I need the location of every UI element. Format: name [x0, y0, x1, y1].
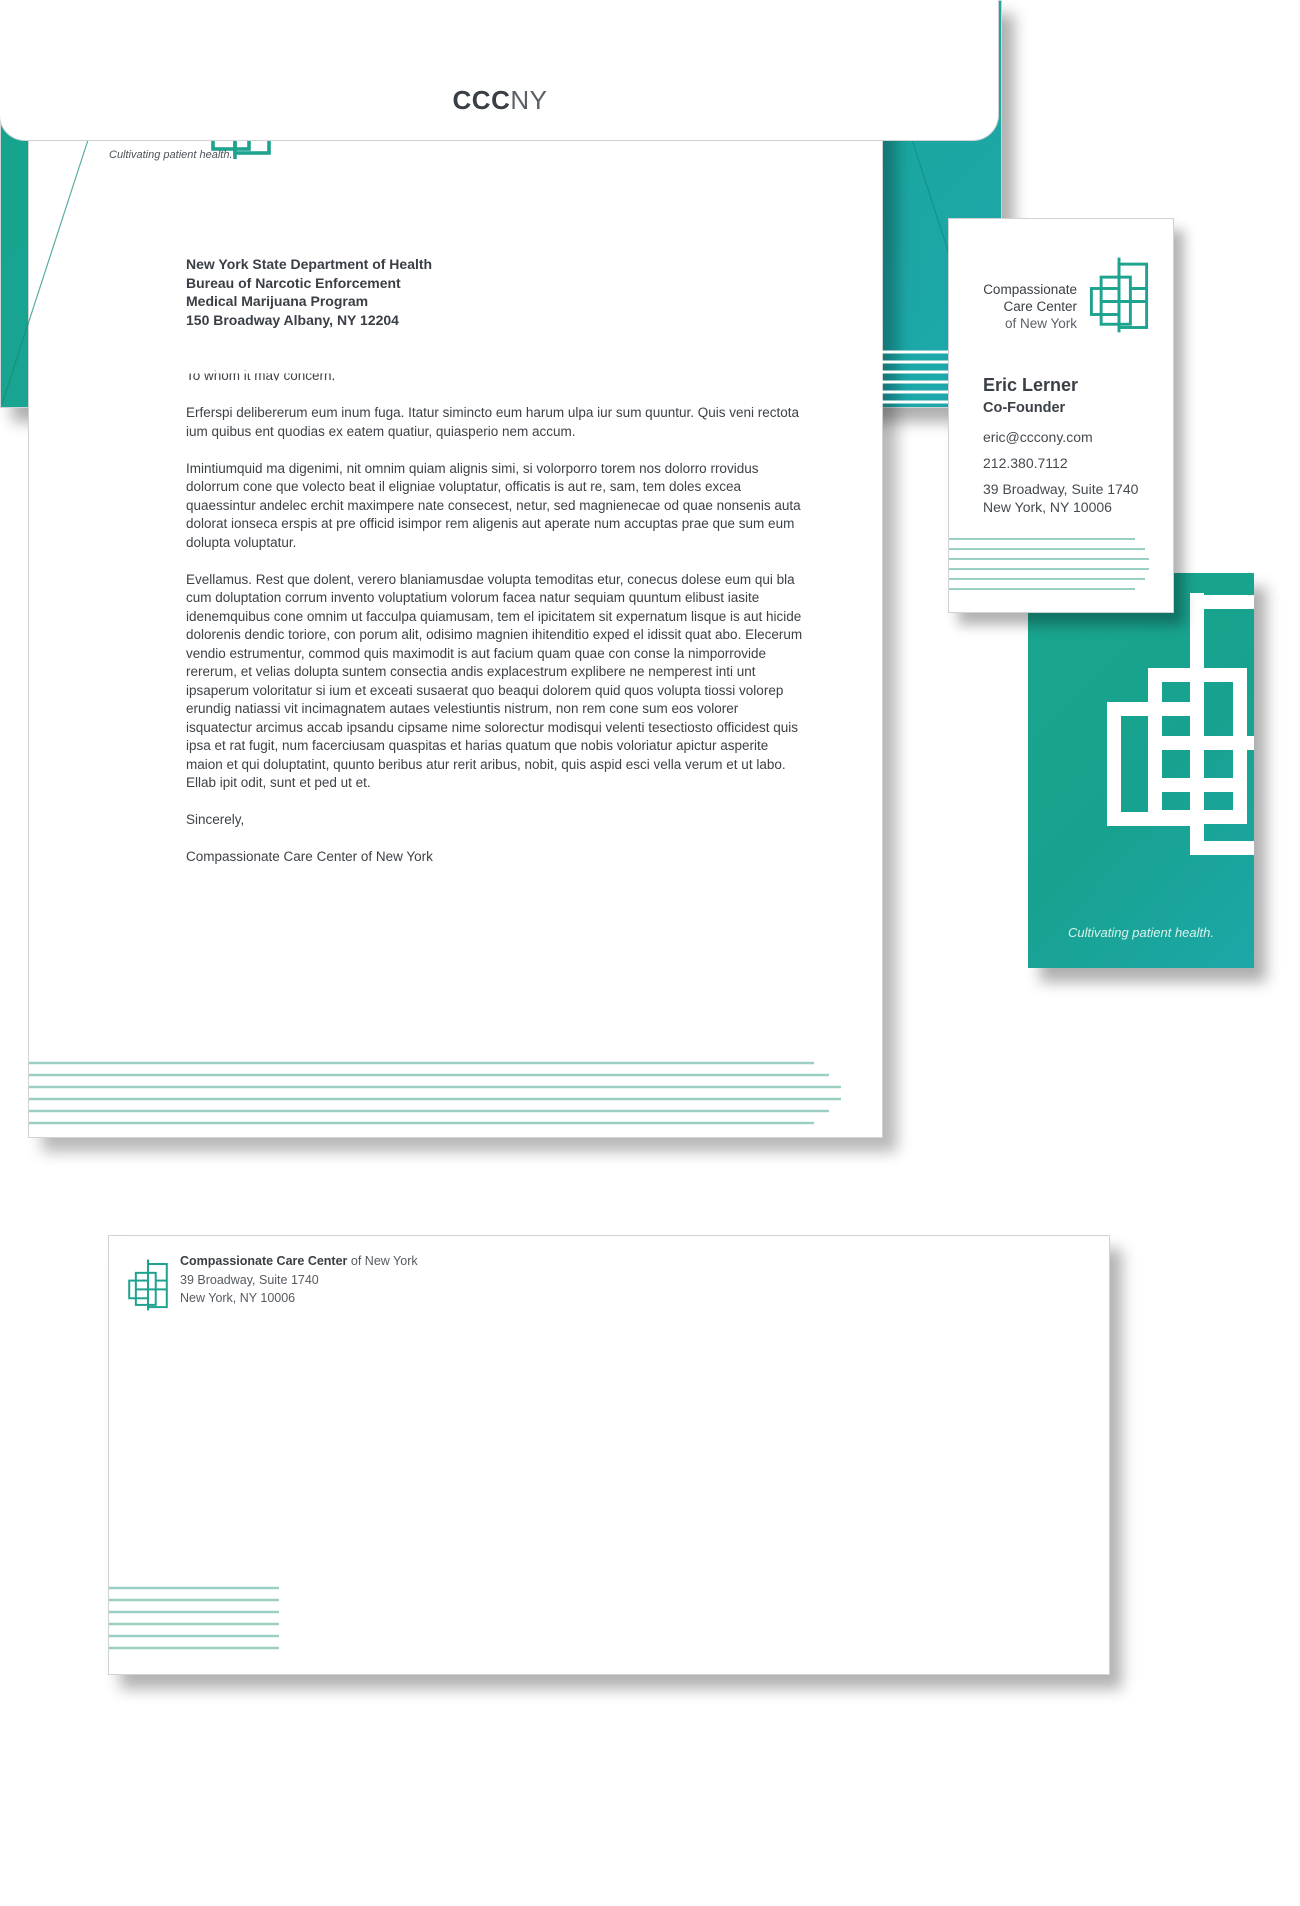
card-address-line1: 39 Broadway, Suite 1740 — [983, 481, 1139, 497]
envelope-flap — [0, 0, 999, 141]
envelope-front — [0, 0, 1002, 408]
business-card-back — [1028, 573, 1254, 968]
card-phone: 212.380.7112 — [983, 455, 1068, 471]
letter-signature: Compassionate Care Center of New York — [186, 849, 433, 864]
card-role: Co-Founder — [983, 400, 1066, 416]
ccc-logo-icon — [127, 1258, 169, 1312]
envelope-back — [108, 1235, 1110, 1675]
letter-addressee: New York State Department of Health Bureau of Narcotic Enforcement Medical Marijuana Program 150 Broadway Albany, NY 12204 — [186, 256, 433, 328]
ccc-logo-icon — [1088, 256, 1150, 334]
card-address-line2: New York, NY 10006 — [983, 499, 1112, 515]
letter-closing: Sincerely, — [186, 812, 245, 827]
card-person-name: Eric Lerner — [983, 375, 1079, 395]
card-back-tagline: Cultivating patient health. — [1068, 925, 1214, 940]
ccc-logo-icon — [1107, 593, 1254, 855]
envelope-wordmark: CCCNY — [452, 85, 548, 115]
letterhead-tagline: Cultivating patient health. — [109, 149, 233, 161]
card-stripes — [949, 537, 1149, 595]
letter-paragraph: Imintiumquid ma digenimi, nit omnim quiam alignis simi, si volorporro torem nos dolorro rrovidus dolorrum cone que volecto beat il eligniae voluptatur, officatis is aut re, sam, tem doles excea quaessintur andelec erchit maximpere nate consecest, netur, sed magnienecae od quae nonsenis auta dolorat ionseca erspis at pre officid isimpor rem aligenis aut aperate num accuptas prae que sum eum dolupta voluptatur. — [186, 460, 801, 550]
envelope-return-address: Compassionate Care Center of New York 39 Broadway, Suite 1740 New York, NY 10006 — [180, 1254, 418, 1305]
letterhead-stripes — [29, 1061, 841, 1125]
letter-salutation: To whom it may concern, — [186, 368, 336, 383]
envelope-back-stripes — [109, 1586, 279, 1656]
card-email: eric@cccony.com — [983, 429, 1093, 445]
letter-paragraph: Erferspi delibererum eum inum fuga. Itatur simincto eum harum ulpa iur sum quuntur. Quis veni rectota ium quibus ent quodias ex eatem quatiur, quiasperio nem accum. — [186, 405, 800, 439]
letter-paragraph: Evellamus. Rest que dolent, verero blaniamusdae volupta temoditas etur, conecus dolese eum qui bla cum doluptation corrum invento voluptatium volorum facea natur sequiam quuntum elibust iasite idenemquibus cone omnim ut facculpa quiamusam, tem el ipicitatem sit expernatum lisque is aut hicide dolorenis dendic toriore, con porum alit, odisimo magnien ihitenditio exped el idissit quat abo. Elecerum vendio estrumentur, commod quis maximodit is aut facium quam quae con conse la nimporrovide rererum, et velias dolupta suntem consectia andis explacestrum explibere ne nemperest inti unt ipsaperum voloritatur si ium et exceati susaerat quo beaqui dolorem quid quos volupta tiossi volorep erundig natiassi vit incimagnatem autaes velestiuntis nistrum, non rem cone sum eos volorer isquatectur arcimus accab ipsandu cipsame nime solorectur modisqui velenti tesectiosto officidest quis ipsa et rat fugit, num facerciusam quaspitas et harias quatum que nobis voloriatur apictur asperite maion et qui doluptatint, quunto beribus atur rerit aribus, nobit, quis aspid esci vella verum et ut labo. Ellab ipit odit, sunt et ped ut et. — [186, 571, 803, 790]
letter-body — [186, 367, 806, 885]
envelope-front-stripes — [50, 348, 1000, 406]
card-org-name: Compassionate Care Center of New York — [983, 282, 1077, 331]
business-card-front — [948, 218, 1174, 613]
